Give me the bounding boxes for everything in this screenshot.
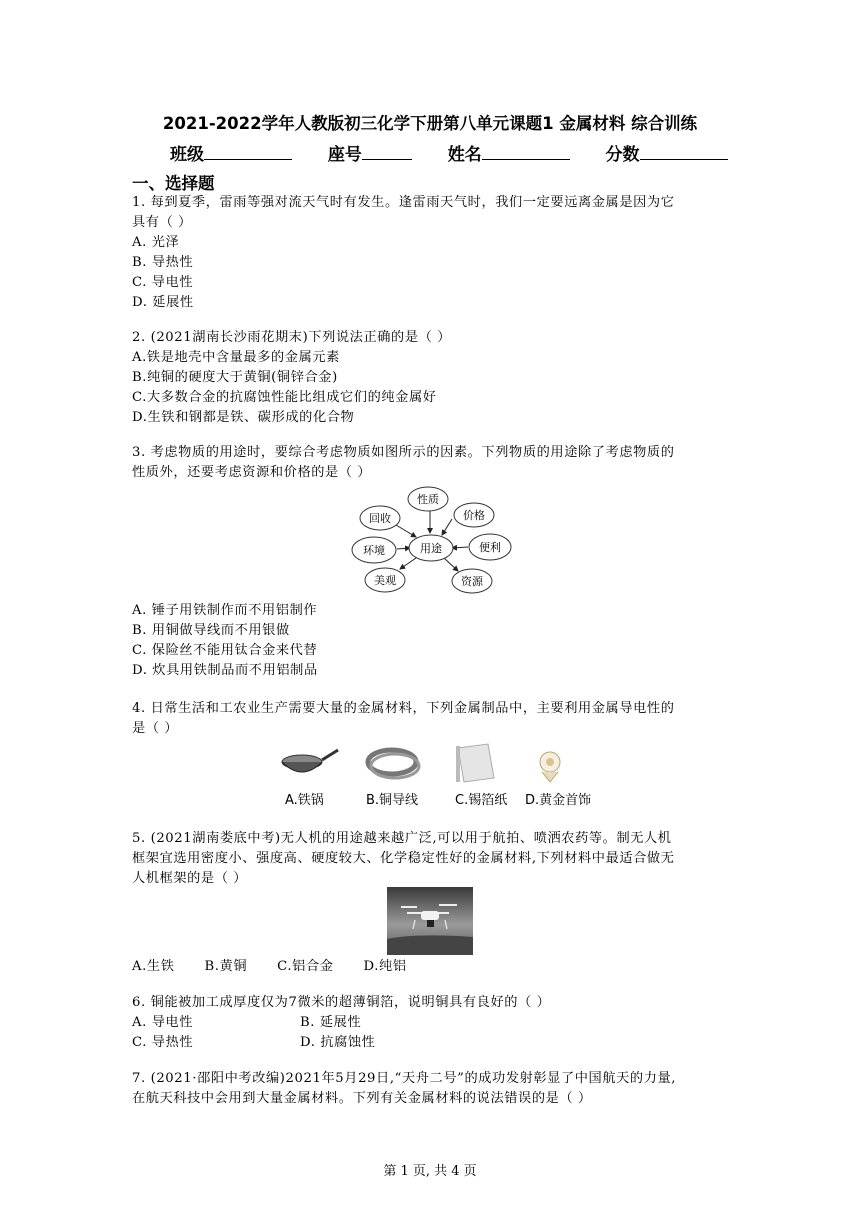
q1-option-b: B. 导热性 [132,255,194,270]
q4-option-c: C.锡箔纸 [455,793,508,808]
q6-option-d: D. 抗腐蚀性 [300,1035,376,1050]
q3-stem-line2: 性质外，还要考虑资源和价格的是（ ） [132,465,372,480]
seat-blank[interactable] [362,143,412,160]
q4-stem-line1: 4. 日常生活和工农业生产需要大量的金属材料，下列金属制品中，主要利用金属导电性的 [132,701,675,716]
q5-stem-line1: 5. (2021湖南娄底中考)无人机的用途越来越广泛,可以用于航拍、喷洒农药等。制无人机 [132,831,672,846]
q3-option-c: C. 保险丝不能用钛合金来代替 [132,643,318,658]
q3-option-d: D. 炊具用铁制品而不用铝制品 [132,663,318,678]
class-blank[interactable] [204,143,292,160]
score-label: 分数 [605,145,640,165]
node-environment-label: 环境 [363,544,385,557]
q6-stem: 6. 铜能被加工成厚度仅为7微米的超薄铜箔，说明铜具有良好的（ ） [132,995,551,1010]
q3-option-a: A. 锤子用铁制作而不用铝制作 [132,603,318,618]
q4-product-images [280,738,600,788]
score-blank[interactable] [640,143,728,160]
q5-stem-line3: 人机框架的是（ ） [132,871,248,886]
node-price-label: 价格 [463,509,485,522]
node-resource-label: 资源 [461,575,483,588]
section-title: 一、选择题 [132,174,215,193]
q6-option-c: C. 导热性 [132,1035,194,1050]
q5-stem-line2: 框架宜选用密度小、强度高、硬度较大、化学稳定性好的金属材料,下列材料中最适合做无 [132,851,675,866]
q2-option-d: D.生铁和钢都是铁、碳形成的化合物 [132,410,355,425]
name-blank[interactable] [482,143,570,160]
q6-option-b: B. 延展性 [300,1015,362,1030]
q1-option-c: C. 导电性 [132,275,194,290]
q5-option-d: D.纯铝 [363,959,407,974]
tin-foil-image [456,744,494,782]
q6-options-row2 [132,1033,375,1053]
q4-stem-line2: 是（ ） [132,721,179,736]
q2-option-a: A.铁是地壳中含量最多的金属元素 [132,350,340,365]
q5-option-a: A.生铁 [132,959,175,974]
copper-wire-image [368,750,419,778]
q1-stem-line2: 具有（ ） [132,215,192,230]
q3-factor-diagram [340,485,520,595]
q2-stem: 2. (2021湖南长沙雨花期末)下列说法正确的是（ ） [132,330,451,345]
q4-option-d: D.黄金首饰 [525,793,592,808]
q4-option-a: A.铁锅 [285,793,324,808]
node-convenience-label: 便利 [479,541,501,554]
class-label: 班级 [170,145,204,165]
drone-photo [387,887,473,955]
q6-option-a: A. 导电性 [132,1015,194,1030]
gold-jewelry-image [540,752,560,782]
page-footer: 第 1 页, 共 4 页 [383,1164,477,1179]
q4-option-b: B.铜导线 [366,793,419,808]
q1-option-a: A. 光泽 [132,235,180,250]
node-recycle-label: 回收 [369,512,391,525]
q5-options-row [132,957,407,977]
name-label: 姓名 [447,145,482,165]
node-usage-label: 用途 [420,542,442,555]
q2-option-b: B.纯铜的硬度大于黄铜(铜锌合金) [132,370,338,385]
node-beauty-label: 美观 [374,574,396,587]
student-info-row [170,140,728,165]
iron-wok-image [282,750,338,772]
q1-option-d: D. 延展性 [132,295,194,310]
q2-option-c: C.大多数合金的抗腐蚀性能比组成它们的纯金属好 [132,390,437,405]
q3-option-b: B. 用铜做导线而不用银做 [132,623,290,638]
q7-stem-line2: 在航天科技中会用到大量金属材料。下列有关金属材料的说法错误的是（ ） [132,1091,592,1106]
q7-stem-line1: 7. (2021·邵阳中考改编)2021年5月29日,“天舟二号”的成功发射彰显了中国航天的力量, [132,1071,677,1086]
q6-options-row1 [132,1013,361,1033]
q3-stem-line1: 3. 考虑物质的用途时，要综合考虑物质如图所示的因素。下列物质的用途除了考虑物质的 [132,445,675,460]
node-property-label: 性质 [417,493,439,506]
q5-option-c: C.铝合金 [277,959,334,974]
q5-option-b: B.黄铜 [204,959,248,974]
seat-label: 座号 [327,145,362,165]
q1-stem-line1: 1. 每到夏季，雷雨等强对流天气时有发生。逢雷雨天气时，我们一定要远离金属是因为它 [132,195,675,210]
page-title: 2021-2022学年人教版初三化学下册第八单元课题1 金属材料 综合训练 [162,114,698,133]
